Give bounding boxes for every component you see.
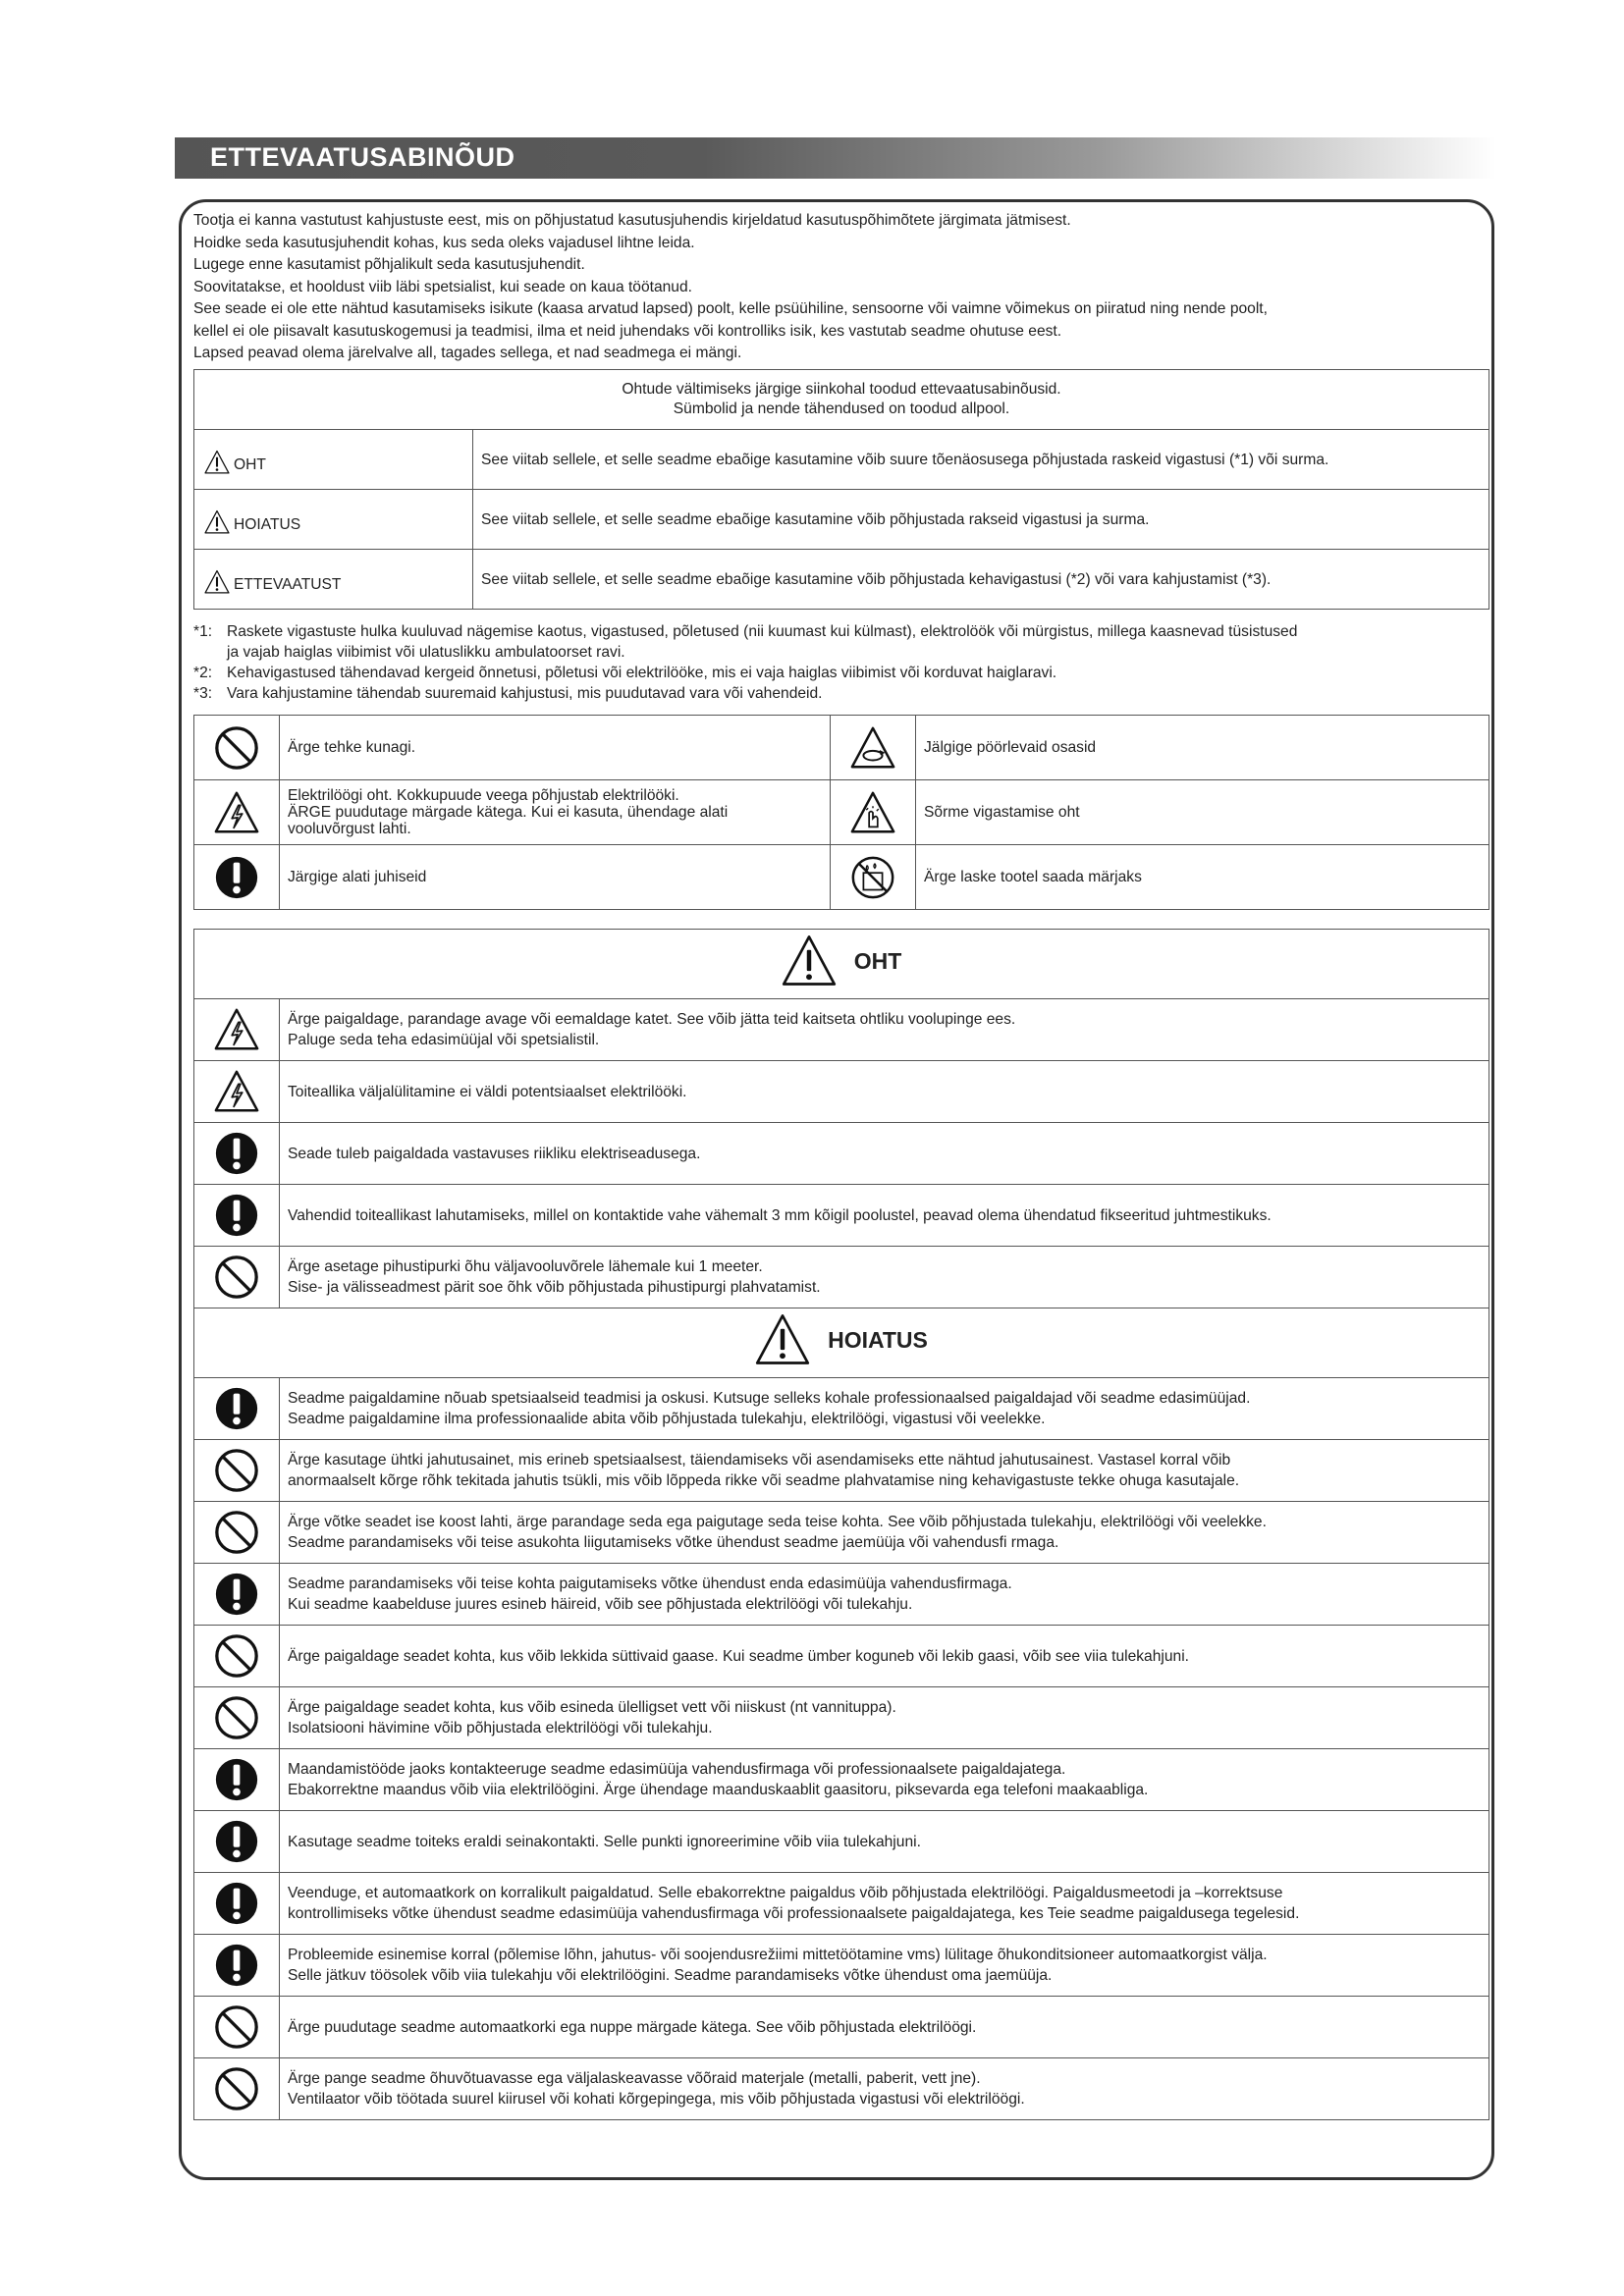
symbol-desc-warning: See viitab sellele, et selle seadme ebaõige kasutamine võib põhjustada rakseid vigastusi ja surma. — [473, 490, 1489, 550]
safety-instructions-table — [193, 929, 1489, 2120]
no-water-icon — [831, 845, 916, 910]
instruction-line: anormaalselt kõrge rõhk tekitada jahutis tsükli, mis võib lõppeda rikke või seadme plahvatamise ning kehavigastuste tekke ohuga kasutajale. — [288, 1472, 1240, 1489]
footnotes — [193, 621, 1489, 704]
instruction-line: Ärge kasutage ühtki jahutusainet, mis erineb spetsiaalsest, täiendamiseks või asendamiseks ette nähtud jahutusainest. Vastasel korral võib — [288, 1452, 1231, 1468]
instruction-line: Ärge pange seadme õhuvõtuavasse ega väljalaskeavasse võõraid materjale (metalli, paberit, vett jne). — [288, 2070, 981, 2087]
legend-row — [194, 716, 1489, 780]
legend-text-line: ÄRGE puudutage märgade kätega. Kui ei kasuta, ühendage alati — [288, 804, 729, 821]
footnote-text: Kehavigastused tähendavad kergeid õnnetusi, põletusi või elektrilööke, mis ei vaja haiglas viibimist või korduvat haiglaravi. — [227, 665, 1057, 681]
instruction-text — [280, 1997, 1489, 2058]
instruction-line: Maandamistööde jaoks kontakteeruge seadme edasimüüja vahendusfirmaga või professionaalsete paigaldajatega. — [288, 1761, 1066, 1778]
instruction-text — [280, 1749, 1489, 1811]
intro-line: Hoidke seda kasutusjuhendit kohas, kus seda oleks vajadusel lihtne leida. — [193, 234, 695, 251]
instruction-line: kontrollimiseks võtke ühendust seadme edasimüüja vahendusfirmaga või professionaalsete paigaldajatega, kes Teie seadme paigaldusega tegelesid. — [288, 1905, 1300, 1922]
mandatory-icon — [194, 1749, 280, 1811]
instruction-line: Paluge seda teha edasimüüjal või spetsialistil. — [288, 1032, 600, 1048]
warning_section-title: HOIATUS — [828, 1326, 928, 1353]
instruction-line: Seadme parandamiseks või teise kohta paigutamiseks võtke ühendust enda edasimüüja vahendusfirmaga. — [288, 1575, 1012, 1592]
symbol-table-header-line-2: Sümbolid ja nende tähendused on toodud allpool. — [673, 400, 1010, 417]
instruction-row — [194, 999, 1489, 1061]
instruction-line: Ärge puudutage seadme automaatkorki ega nuppe märgade kätega. See võib põhjustada elektrilöögi. — [288, 2018, 977, 2036]
instruction-row — [194, 1749, 1489, 1811]
electric-shock-icon — [194, 1061, 280, 1123]
legend-text-line: Jälgige pöörlevaid osasid — [924, 739, 1097, 756]
legend-text-line: vooluvõrgust lahti. — [288, 821, 411, 837]
mandatory-icon — [194, 1378, 280, 1440]
section-header-bar — [175, 137, 1496, 179]
symbol-cell-caution — [194, 550, 473, 610]
mandatory-icon — [194, 1935, 280, 1997]
instruction-row — [194, 2058, 1489, 2120]
warning-triangle-icon — [204, 569, 230, 595]
footnote-key: *2: — [193, 665, 213, 681]
instruction-text — [280, 1935, 1489, 1997]
intro-line: Lapsed peavad olema järelvalve all, tagades sellega, et nad seadmega ei mängi. — [193, 345, 742, 361]
icon-legend-table — [193, 715, 1489, 910]
legend-text-line: Ärge laske tootel saada märjaks — [924, 869, 1142, 885]
instruction-row — [194, 1247, 1489, 1308]
warning-triangle-icon — [204, 450, 230, 475]
mandatory-icon — [194, 1564, 280, 1626]
instruction-line: Ärge paigaldage seadet kohta, kus võib esineda ülelligset vett või niiskust (nt vannituppa). — [288, 1699, 896, 1716]
symbol-cell-warning — [194, 490, 473, 550]
electric-shock-icon — [194, 999, 280, 1061]
instruction-row — [194, 1626, 1489, 1687]
instruction-line: Sise- ja välisseadmest pärit soe õhk võib põhjustada pihustipurgi plahvatamist. — [288, 1279, 821, 1296]
prohibition-icon — [194, 1440, 280, 1502]
instruction-line: Vahendid toiteallikast lahutamiseks, millel on kontaktide vahe vähemalt 3 mm kõigil poolustel, peavad olema ühendatud fikseeritud juhtmestikuks. — [288, 1206, 1272, 1224]
prohibition-icon — [194, 1247, 280, 1308]
legend-text — [280, 845, 831, 910]
danger_section-title: OHT — [853, 947, 902, 974]
instruction-row — [194, 1440, 1489, 1502]
instruction-row — [194, 1061, 1489, 1123]
instruction-row — [194, 1378, 1489, 1440]
warning_section-title-cell — [194, 1308, 1489, 1378]
instruction-text — [280, 999, 1489, 1061]
symbol-meaning-table — [193, 369, 1489, 610]
symbol-label-danger: OHT — [234, 456, 266, 473]
instruction-line: Isolatsiooni hävimine võib põhjustada elektrilöögi või tulekahju. — [288, 1720, 713, 1736]
legend-text — [280, 716, 831, 780]
legend-text-line: Elektrilöögi oht. Kokkupuude veega põhjustab elektrilööki. — [288, 787, 679, 804]
instruction-line: Seadme paigaldamine nõuab spetsiaalseid teadmisi ja oskusi. Kutsuge selleks kohale professionaalsed paigaldajad või seadme edasimüüjad. — [288, 1390, 1251, 1407]
instruction-text — [280, 1123, 1489, 1185]
symbol-desc-danger: See viitab sellele, et selle seadme ebaõige kasutamine võib suure tõenäosusega põhjustada raskeid vigastusi (*1) või surma. — [473, 430, 1489, 490]
instruction-line: Ärge asetage pihustipurki õhu väljavooluvõrele lähemale kui 1 meeter. — [288, 1258, 763, 1275]
symbol-label-caution: ETTEVAATUST — [234, 576, 342, 593]
footnote — [193, 642, 1489, 663]
footnote-key — [193, 642, 227, 663]
instruction-line: Seadme paigaldamine ilma professionaalide abita võib põhjustada tulekahju, elektrilöögi, vigastusi või veelekke. — [288, 1411, 1046, 1427]
footnote-key: *1: — [193, 623, 213, 640]
warning_section-title-row — [194, 1308, 1489, 1378]
instruction-row — [194, 1873, 1489, 1935]
instruction-row — [194, 1502, 1489, 1564]
symbol-label-warning: HOIATUS — [234, 516, 301, 533]
instruction-text — [280, 1811, 1489, 1873]
legend-text-line: Ärge tehke kunagi. — [288, 739, 416, 756]
finger-injury-icon — [831, 780, 916, 845]
instruction-text — [280, 1378, 1489, 1440]
rotating-parts-icon — [831, 716, 916, 780]
instruction-line: Seadme parandamiseks või teise asukohta liigutamiseks võtke ühendust seadme jaemüüja või vahendusfi rmaga. — [288, 1534, 1059, 1551]
footnote — [193, 663, 1489, 683]
intro-line: See seade ei ole ette nähtud kasutamiseks isikute (kaasa arvatud lapsed) poolt, kelle psüühiline, sensoorne või vaimne võimekus on piiratud ning nende poolt, — [193, 300, 1268, 317]
instruction-line: Ventilaator võib töötada suurel kiirusel või kohati kõrgepingega, mis võib põhjustada vigastusi või elektrilöögi. — [288, 2091, 1025, 2108]
symbol-cell-danger — [194, 430, 473, 490]
instruction-line: Selle jätkuv töösolek võib viia tulekahju või elektrilöögini. Seadme parandamiseks võtke ühendust oma jaemüüja. — [288, 1967, 1053, 1984]
danger_section-title-row — [194, 930, 1489, 999]
legend-text — [916, 780, 1489, 845]
legend-text-line: Järgige alati juhiseid — [288, 869, 427, 885]
intro-line: kellel ei ole piisavalt kasutuskogemusi ja teadmisi, ilma et neid juhendaks või kontrolliks isik, kes vastutab seadme ohutuse eest. — [193, 322, 1062, 340]
footnote — [193, 621, 1489, 642]
mandatory-icon — [194, 845, 280, 910]
section-title: ETTEVAATUSABINÕUD — [210, 142, 515, 172]
symbol-table-header-line-1: Ohtude vältimiseks järgige siinkohal toodud ettevaatusabinõusid. — [622, 381, 1061, 398]
instruction-line: Kasutage seadme toiteks eraldi seinakontakti. Selle punkti ignoreerimine võib viia tulekahjuni. — [288, 1833, 921, 1850]
instruction-text — [280, 1626, 1489, 1687]
mandatory-icon — [194, 1811, 280, 1873]
instruction-text — [280, 1440, 1489, 1502]
instruction-row — [194, 1123, 1489, 1185]
mandatory-icon — [194, 1123, 280, 1185]
instruction-row — [194, 1811, 1489, 1873]
instruction-text — [280, 1502, 1489, 1564]
warning-triangle-icon — [204, 509, 230, 535]
instruction-line: Kui seadme kaabelduse juures esineb häireid, võib see põhjustada elektrilöögi või tulekahju. — [288, 1596, 913, 1613]
prohibition-icon — [194, 1997, 280, 2058]
instruction-line: Ärge paigaldage seadet kohta, kus võib lekkida süttivaid gaase. Kui seadme ümber koguneb või lekib gaasi, võib see viia tulekahjuni. — [288, 1647, 1189, 1665]
legend-text — [280, 780, 831, 845]
symbol-table-header — [194, 370, 1489, 430]
intro-text — [193, 210, 1489, 365]
instruction-text — [280, 1687, 1489, 1749]
footnote — [193, 683, 1489, 704]
instruction-line: Veenduge, et automaatkork on korralikult paigaldatud. Selle ebakorrektne paigaldus võib põhjustada elektrilöögi. Paigaldusmeetodi ja –korrektsuse — [288, 1885, 1283, 1901]
mandatory-icon — [194, 1185, 280, 1247]
symbol-desc-caution: See viitab sellele, et selle seadme ebaõige kasutamine võib põhjustada kehavigastusi (*2) või vara kahjustamist (*3). — [473, 550, 1489, 610]
instruction-row — [194, 1935, 1489, 1997]
warning-triangle-icon — [755, 1312, 810, 1367]
danger_section-title-cell — [194, 930, 1489, 999]
instruction-line: Ärge paigaldage, parandage avage või eemaldage katet. See võib jätta teid kaitseta ohtliku voolupinge ees. — [288, 1011, 1016, 1028]
warning-triangle-icon — [782, 934, 837, 988]
instruction-row — [194, 1997, 1489, 2058]
legend-text-line: Sõrme vigastamise oht — [924, 804, 1080, 821]
legend-row — [194, 845, 1489, 910]
prohibition-icon — [194, 2058, 280, 2120]
footnote-text: ja vajab haiglas viibimist või ulatuslikku ambulatoorset ravi. — [227, 644, 625, 661]
intro-line: Soovitatakse, et hooldust viib läbi spetsialist, kui seade on kaua töötanud. — [193, 278, 692, 295]
instruction-line: Ebakorrektne maandus võib viia elektrilöögini. Ärge ühendage maanduskaablit gaasitoru, piksevarda ega telefoni maakaabliga. — [288, 1782, 1149, 1798]
instruction-text — [280, 1564, 1489, 1626]
instruction-text — [280, 1061, 1489, 1123]
instruction-line: Ärge võtke seadet ise koost lahti, ärge parandage seda ega paigutage seda teise kohta. See võib põhjustada tulekahju, elektrilöögi või veelekke. — [288, 1514, 1267, 1530]
prohibition-icon — [194, 1687, 280, 1749]
footnote-text: Vara kahjustamine tähendab suuremaid kahjustusi, mis puudutavad vara või vahendeid. — [227, 685, 823, 702]
legend-text — [916, 845, 1489, 910]
footnote-text: Raskete vigastuste hulka kuuluvad nägemise kaotus, vigastused, põletused (nii kuumast kui külmast), elektrolöök või mürgistus, millega kaasnevad tüsistused — [227, 623, 1298, 640]
instruction-line: Toiteallika väljalülitamine ei väldi potentsiaalset elektrilööki. — [288, 1083, 687, 1100]
instruction-line: Probleemide esinemise korral (põlemise lõhn, jahutus- või soojendusrežiimi mittetöötamine vms) lülitage õhukonditsioneer automaatkorgist välja. — [288, 1947, 1268, 1963]
intro-line: Tootja ei kanna vastutust kahjustuste eest, mis on põhjustatud kasutusjuhendis kirjeldatud kasutuspõhimõtete järgimata jätmisest. — [193, 212, 1071, 229]
instruction-row — [194, 1185, 1489, 1247]
prohibition-icon — [194, 1626, 280, 1687]
instruction-text — [280, 1247, 1489, 1308]
instruction-text — [280, 2058, 1489, 2120]
legend-row — [194, 780, 1489, 845]
electric-shock-icon — [194, 780, 280, 845]
prohibition-icon — [194, 1502, 280, 1564]
mandatory-icon — [194, 1873, 280, 1935]
footnote-key: *3: — [193, 685, 213, 702]
legend-text — [916, 716, 1489, 780]
prohibition-icon — [194, 716, 280, 780]
instruction-text — [280, 1873, 1489, 1935]
instruction-line: Seade tuleb paigaldada vastavuses riikliku elektriseadusega. — [288, 1145, 701, 1162]
instruction-row — [194, 1687, 1489, 1749]
instruction-row — [194, 1564, 1489, 1626]
intro-line: Lugege enne kasutamist põhjalikult seda kasutusjuhendit. — [193, 256, 585, 273]
instruction-text — [280, 1185, 1489, 1247]
